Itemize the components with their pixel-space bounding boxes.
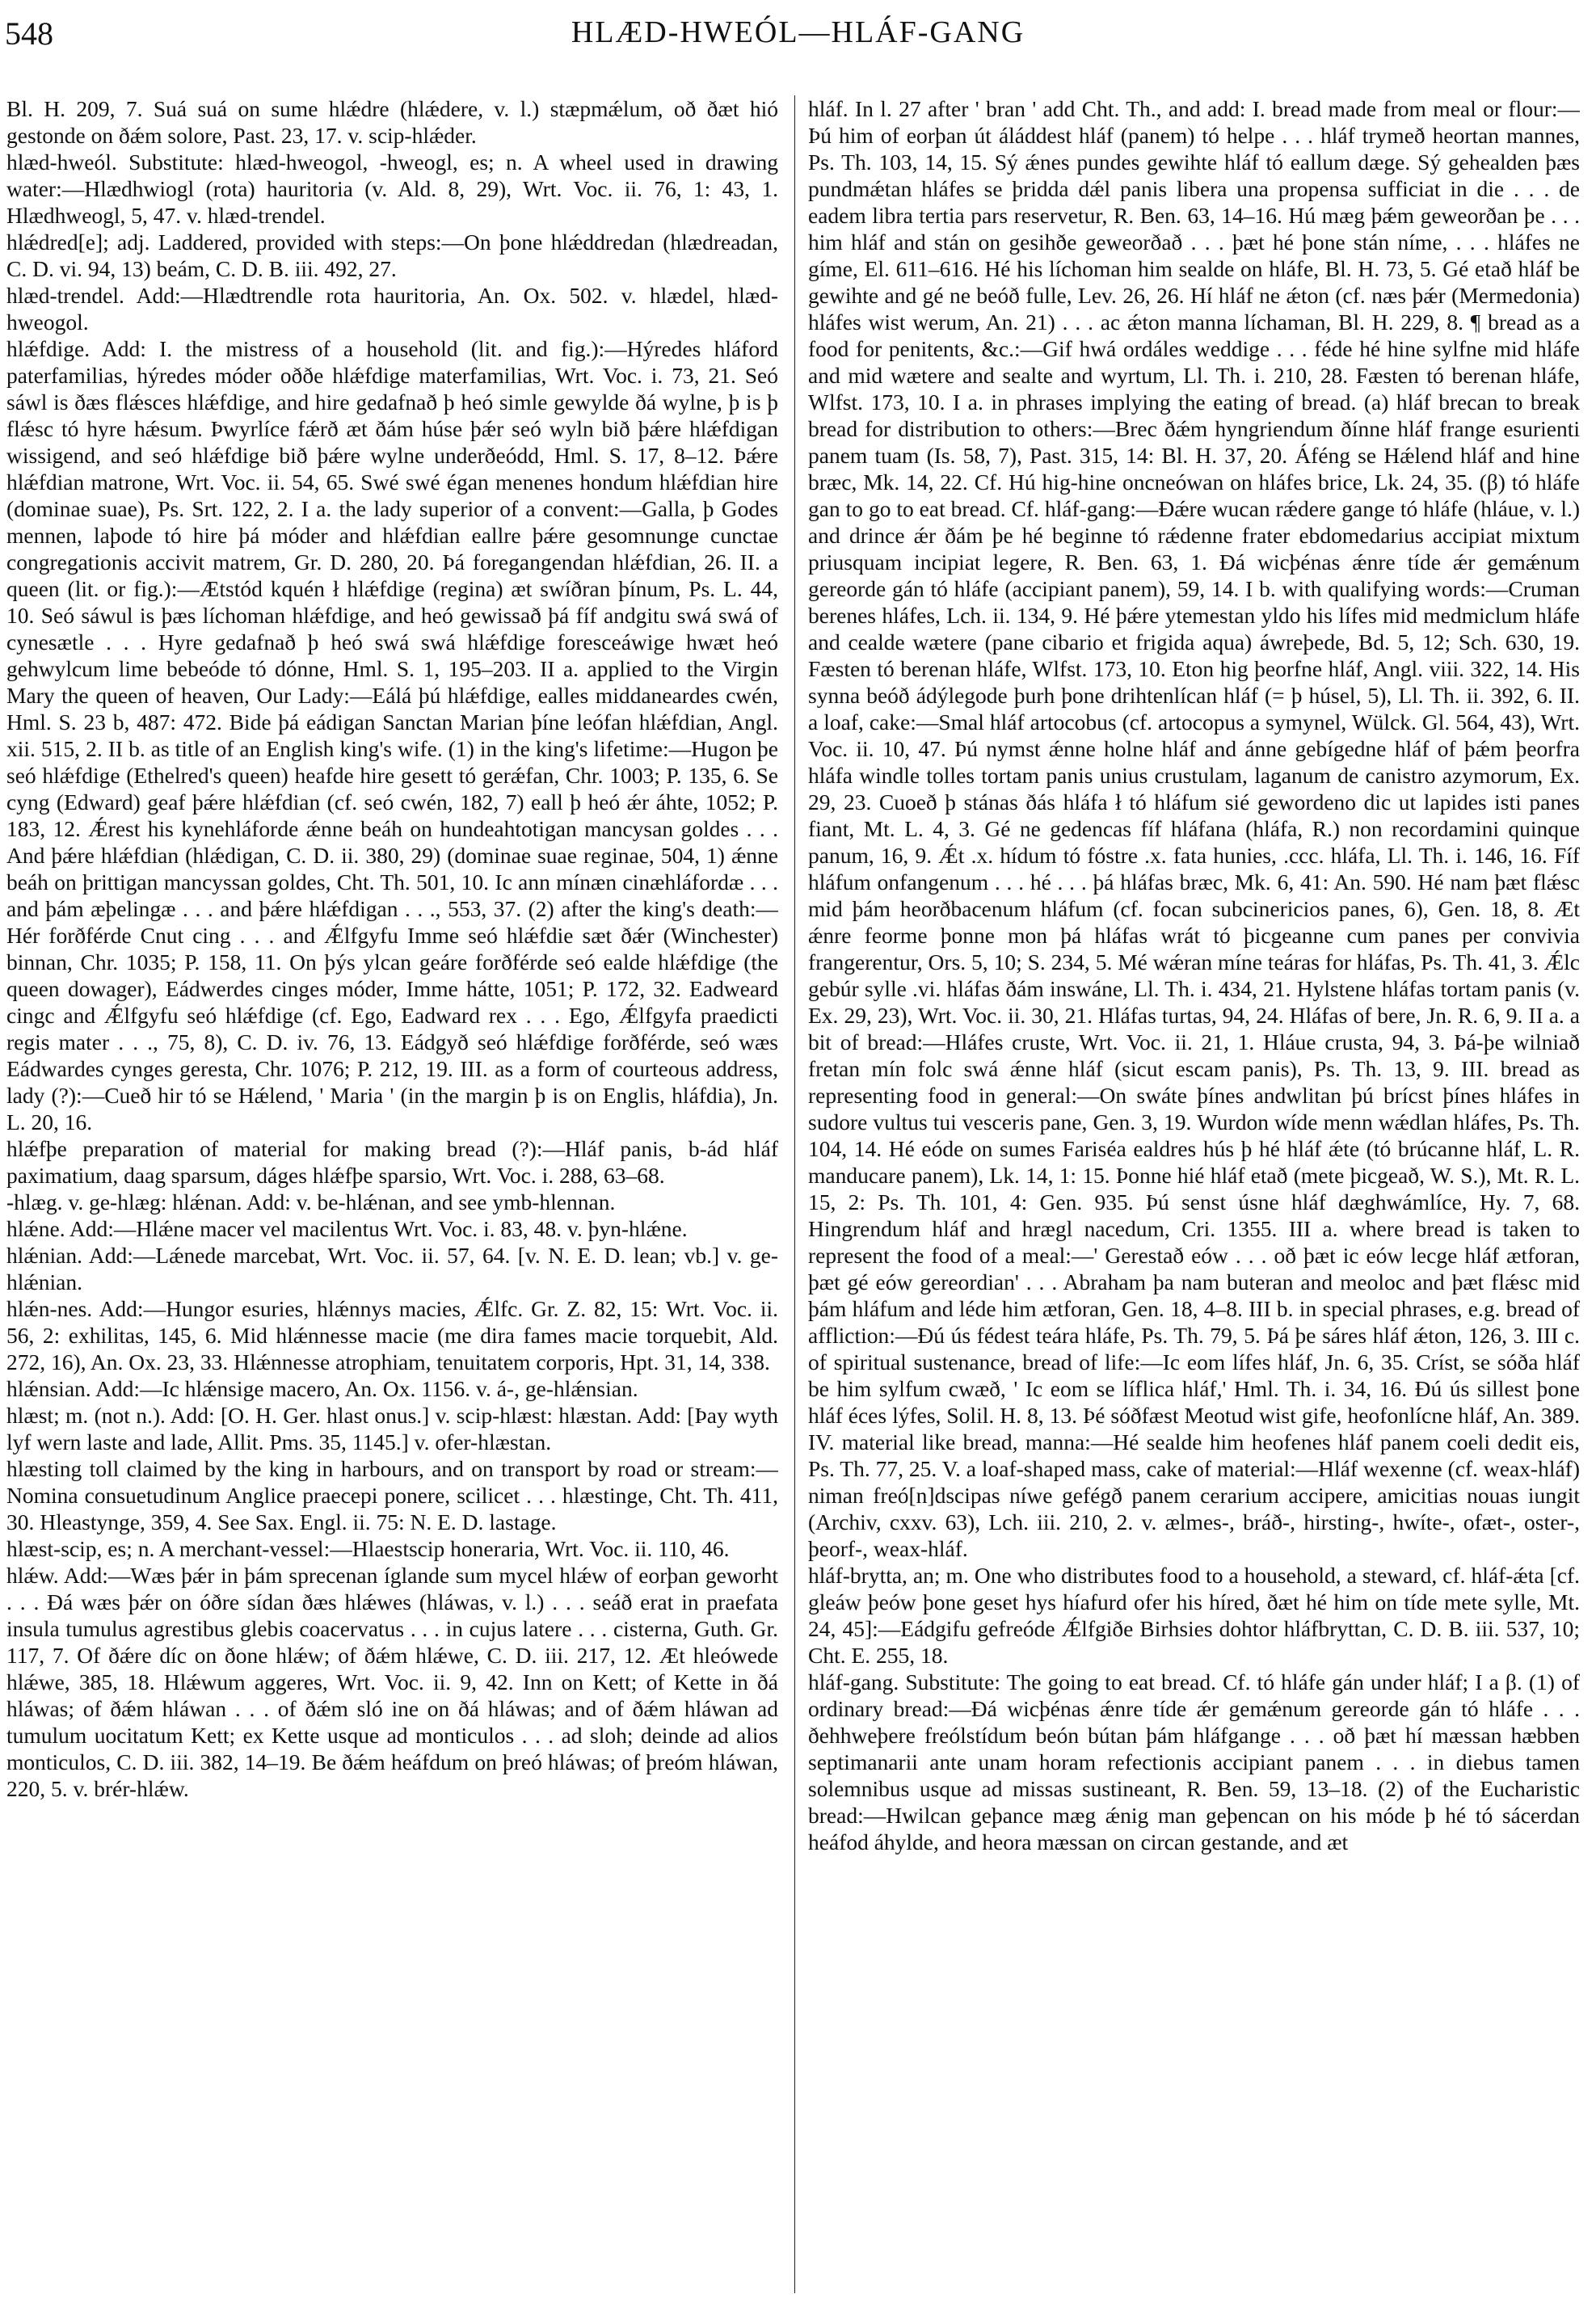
entry-hlaen-nes: hlǽn-nes. Add:—Hungor esuries, hlǽnnys macies, Ǽlfc. Gr. Z. 82, 15: Wrt. Voc. ii. 56, 2: exhilitas, 145, 6. Mid hlǽnnesse macie (me dira fames macie torquebit, Ald. 272, 16), An. Ox. 23, 33. Hlǽnnesse atrophiam, tenuitatem corporis, Hpt. 31, 14, 338.: [6, 1296, 778, 1374]
right-column: [808, 95, 1580, 2293]
entry-hlaedre-continued: Bl. H. 209, 7. Suá suá on sume hlǽdre (hlǽdere, v. l.) stæpmǽlum, oð ðæt hió gestonde on ðǽm solore, Past. 23, 17. v. scip-hlǽder.: [6, 96, 778, 148]
page-header: [0, 0, 1596, 89]
entry-hlaesting: hlæsting toll claimed by the king in harbours, and on transport by road or stream:—Nomina consuetudinum Anglice praecepi ponere, scilicet . . . hlæstinge, Cht. Th. 411, 30. Hleastynge, 359, 4. See Sax. Engl. ii. 75: N. E. D. lastage.: [6, 1456, 778, 1534]
page-number: 548: [5, 15, 53, 52]
left-column: [6, 95, 778, 2293]
entry-hlaefthe: hlǽfþe preparation of material for making bread (?):—Hláf panis, b-ád hláf paximatium, daag sparsum, dáges hlǽfþe sparsio, Wrt. Voc. i. 288, 63–68.: [6, 1136, 778, 1188]
entry-hlaenian: hlǽnian. Add:—Lǽnede marcebat, Wrt. Voc. ii. 57, 64. [v. N. E. D. lean; vb.] v. ge-hlǽnian.: [6, 1243, 778, 1294]
entry-hlaf: hláf. In l. 27 after ' bran ' add Cht. Th., and add: I. bread made from meal or flour:—Þú him of eorþan út áláddest hláf (panem) tó helpe . . . hláf trymeð heortan mannes, Ps. Th. 103, 14, 15. Sý ǽnes pundes gewihte hláf tó eallum dæge. Sý gehealden þæs pundmǽtan hláfes se þridda dǽl panis libera una propensa sufficiat in die . . . de eadem libra tertia pars reservetur, R. Ben. 63, 14–16. Hú mæg þǽm geweorðan þe . . . him hláf and stán on gesihðe geweorðað . . . þæt hé þone stán níme, . . . hláfes ne gíme, El. 611–616. Hé his líchoman him sealde on hláfe, Bl. H. 73, 5. Gé etað hláf be gewihte and gé ne beóð fulle, Lev. 26, 26. Hí hláf ne ǽton (cf. næs þǽr (Mermedonia) hláfes wist werum, An. 21) . . . ac ǽton manna líchaman, Bl. H. 229, 8. ¶ bread as a food for penitents, &c.:—Gif hwá ordáles weddige . . . féde hé hine sylfne mid hláfe and mid wætere and sealte and wyrtum, Ll. Th. i. 210, 28. Fæsten tó berenan hláfe, Wlfst. 173, 10. I a. in phrases implying the eating of bread. (a) hláf brecan to break bread for distribution to others:—Brec ðǽm hyngriendum ðínne hláf frange esurienti panem tuam (Is. 58, 7), Past. 315, 14: Bl. H. 37, 20. Áféng se Hǽlend hláf and hine bræc, Mk. 14, 22. Cf. Hú hig-hine oncneówan on hláfes brice, Lk. 24, 35. (β) tó hláfe gan to go to eat bread. Cf. hláf-gang:—Ðǽre wucan rǽdere gange tó hláfe (hláue, v. l.) and drince ǽr ðám þe hé beginne tó rǽdenne frater ebdomedarius accipiat mixtum priusquam incipiat legere, R. Ben. 63, 1. Ðá wicþénas ǽnre tíde ǽr gemǽnum gereorde gán tó hláfe (accipiant panem), 59, 14. I b. with qualifying words:—Cruman berenes hláfes, Lch. ii. 134, 9. Hé þǽre ytemestan yldo his lífes mid medmiclum hláfe and cealde wætere (pane cibario et frigida aqua) áwreþede, Bd. 5, 12; Sch. 630, 19. Fæsten tó berenan hláfe, Wlfst. 173, 10. Eton hig þeorfne hláf, Angl. viii. 322, 14. His synna beóð ádýlegode þurh þone drihtenlícan hláf (= þ húsel, 5), Ll. Th. ii. 392, 6. II. a loaf, cake:—Smal hláf artocobus (cf. artocopus a symynel, Wülck. Gl. 564, 43), Wrt. Voc. ii. 10, 47. Þú nymst ǽnne holne hláf and ánne gebígedne hláf of þǽm þeorfra hláfa windle tolles tortam panis unius crustulam, laganum de canistro azymorum, Ex. 29, 23. Cuoeð þ stánas ðás hláfa ł tó hláfum sié gewordeno dic ut lapides isti panes fiant, Mt. L. 4, 3. Gé ne gedencas fíf hláfana (hláfa, R.) non recordamini quinque panum, 16, 9. Ǽt .x. hídum tó fóstre .x. fata hunies, .ccc. hláfa, Ll. Th. i. 146, 16. Fíf hláfum onfangenum . . . hé . . . þá hláfas bræc, Mk. 6, 41: An. 590. Hé nam þæt flǽsc mid þám heorðbacenum hláfum (cf. focan subcinericios panes, 6), Gen. 18, 8. Æt ǽnre feorme þonne mon þá hláfas wrát tó þicgeanne cum panes per convivia frangerentur, Ors. 5, 10; S. 234, 5. Mé wǽran míne teáras for hláfas, Ps. Th. 41, 3. Ǽlc gebúr sylle .vi. hláfas ðám inswáne, Ll. Th. i. 434, 21. Hylstene hláfas tortam panis (v. Ex. 29, 23), Wrt. Voc. ii. 30, 21. Hláfas turtas, 94, 24. Hláfas of bere, Jn. R. 6, 9. II a. a bit of bread:—Hláfes cruste, Wrt. Voc. ii. 21, 1. Hláue crusta, 94, 3. Þá-þe wilniað fretan mín folc swá ǽnne hláf (sicut escam panis), Ps. Th. 13, 9. III. bread as representing food in general:—On swáte þínes andwlitan þú brícst þínes hláfes in sudore vultus tui vesceris pane, Gen. 3, 19. Wurdon wíde menn wǽdlan hláfes, Ps. Th. 104, 14. Hé eóde on sumes Fariséa ealdres hús þ hé hláf ǽte (tó brúcanne hláf, L. R. manducare panem), Lk. 14, 1: 15. Þonne hié hláf etað (mete þicgeað, W. S.), Mt. R. L. 15, 2: Ps. Th. 101, 4: Gen. 935. Þú senst úsne hláf dæghwámlíce, Hy. 7, 68. Hingrendum hláf and hrægl nacedum, Cri. 1355. III a. where bread is taken to represent the food of a meal:—' Gerestað eów . . . oð þæt ic eów lecge hláf ætforan, þæt gé eów gereordian' . . . Abraham þa nam buteran and meoloc and þæt flǽsc mid þám hláfum and léde him ætforan, Gen. 18, 4–8. III b. in special phrases, e.g. bread of affliction:—Ðú ús fédest teára hláfe, Ps. Th. 79, 5. Þá þe sáres hláf ǽton, 126, 3. III c. of spiritual sustenance, bread of life:—Ic eom lífes hláf, Jn. 6, 35. Críst, se sóða hláf be him sylfum cwæð, ' Ic eom se líflica hláf,' Hml. Th. i. 34, 16. Ðú ús sillest þone hláf éces lýfes, Solil. H. 8, 13. Þé sóðfæst Meotud wist gife, heofonlícne hláf, An. 389. IV. material like bread, manna:—Hé sealde him heofenes hláf panem coeli dedit eis, Ps. Th. 77, 25. V. a loaf-shaped mass, cake of material:—Hláf wexenne (cf. weax-hláf) niman freó[n]dscipas níwe gefégð panem cerarium accipere, amicitias nouas iungit (Archiv, cxxv. 63), Lch. iii. 210, 2. v. ælmes-, bráð-, hirsting-, hwíte-, ofæt-, oster-, þeorf-, weax-hláf.: [808, 96, 1580, 1561]
entry-hlaf-brytta: hláf-brytta, an; m. One who distributes food to a household, a steward, cf. hláf-ǽta [cf. gleáw þeów þone geset hys híafurd ofer his híred, ðæt hé him on tíde mete sylle, Mt. 24, 45]:—Eádgifu gefreóde Ǽlfgiðe Birhsies dohtor hláfbryttan, C. D. B. iii. 537, 10; Cht. E. 255, 18.: [808, 1563, 1580, 1668]
entry-hlaf-gang: hláf-gang. Substitute: The going to eat bread. Cf. tó hláfe gán under hláf; I a β. (1) of ordinary bread:—Ðá wicþénas ǽnre tíde ǽr gemǽnum gereorde gán tó hláfe . . . ðehhweþere freólstídum beón bútan þám hláfgange . . . oð þæt hí mæssan hæbben septimanarii ante unam horam refectionis accipiant panem . . . in diebus tamen solemnibus usque ad missas sustineant, R. Ben. 59, 13–18. (2) of the Eucharistic bread:—Hwilcan geþance mæg ǽnig man geþencan on his móde þ hé tó sácerdan heáfod áhylde, and heora mæssan on circan gestande, and æt: [808, 1669, 1580, 1854]
entry-hlaew: hlǽw. Add:—Wæs þǽr in þám sprecenan íglande sum mycel hlǽw of eorþan geworht . . . Ðá wæs þǽr on óðre sídan ðæs hlǽwes (hláwas, v. l.) . . . seáð erat in praefata insula tumulus agrestibus glebis coacervatus . . . in cujus latere . . . cisterna, Guth. Gr. 117, 7. Of ðǽre díc on ðone hlǽw; of ðǽm hlǽwe, C. D. iii. 217, 12. Æt hleówede hlǽwe, 385, 18. Hlǽwum aggeres, Wrt. Voc. ii. 9, 42. Inn on Kett; of Kette in ðá hláwas; of ðǽm hláwan . . . of ðǽm sló ine on ðá hláwas; and of ðǽm hláwan ad tumulum uocitatum Kett; ex Kette usque ad monticulos . . . ad sloh; deinde ad alios monticulos, C. D. iii. 382, 14–19. Be ðǽm heáfdum on þreó hláwas; of þreóm hláwan, 220, 5. v. brér-hlǽw.: [6, 1563, 778, 1801]
entry-hlaensian: hlǽnsian. Add:—Ic hlǽnsige macero, An. Ox. 1156. v. á-, ge-hlǽnsian.: [6, 1376, 638, 1401]
entry-hlaedrede: hlǽdred[e]; adj. Laddered, provided with steps:—On þone hlǽddredan (hlædreadan, C. D. vi. 94, 13) beám, C. D. B. iii. 492, 27.: [6, 229, 778, 281]
entry-hlaed-trendel: hlæd-trendel. Add:—Hlædtrendle rota hauritoria, An. Ox. 502. v. hlædel, hlæd-hweogol.: [6, 283, 778, 335]
entry-hlaed-hweol: hlæd-hweól. Substitute: hlæd-hweogol, -hweogl, es; n. A wheel used in drawing water:—Hlædhwiogl (rota) hauritoria (v. Ald. 8, 29), Wrt. Voc. ii. 76, 1: 43, 1. Hlædhweogl, 5, 47. v. hlæd-trendel.: [6, 149, 778, 228]
column-divider: [794, 95, 795, 2293]
entry-hlaest: hlæst; m. (not n.). Add: [O. H. Ger. hlast onus.] v. scip-hlæst: hlæstan. Add: [Þay wyth lyf wern laste and lade, Allit. Pms. 35, 1145.] v. ofer-hlæstan.: [6, 1403, 778, 1454]
entry-hlaest-scip: hlæst-scip, es; n. A merchant-vessel:—Hlaestscip honeraria, Wrt. Voc. ii. 110, 46.: [6, 1536, 730, 1561]
entry-hlaene: hlǽne. Add:—Hlǽne macer vel macilentus Wrt. Voc. i. 83, 48. v. þyn-hlǽne.: [6, 1216, 688, 1241]
entry-hlaeg: -hlæg. v. ge-hlæg: hlǽnan. Add: v. be-hlǽnan, and see ymb-hlennan.: [6, 1189, 616, 1214]
entry-hlaefdige: hlǽfdige. Add: I. the mistress of a household (lit. and fig.):—Hýredes hláford paterfamilias, hýredes móder oððe hlǽfdige materfamilias, Wrt. Voc. i. 73, 21. Seó sáwl is ðæs flǽsces hlǽfdige, and hire gedafnað þ heó simle gewylde ðá wylne, þ is þ flǽsc tó hyre hǽsum. Þwyrlíce fǽrð æt ðám húse þǽr seó wyln bið þǽre hlǽfdigan wissigend, and seó hlǽfdige bið þǽre wylne underðeódd, Hml. S. 17, 8–12. Þǽre hlǽfdian matrone, Wrt. Voc. ii. 54, 65. Swé swé égan menenes hondum hlǽfdian hire (dominae suae), Ps. Srt. 122, 2. I a. the lady superior of a convent:—Galla, þ Godes mennen, laþode tó hire þá móder and hlǽfdian eallre þǽre gesomnunge cunctae congregationis accivit matrem, Gr. D. 280, 20. Þá foregangendan hlǽfdian, 26. II. a queen (lit. or fig.):—Ætstód kquén ł hlǽfdige (regina) æt swíðran þínum, Ps. L. 44, 10. Seó sáwul is þæs líchoman hlǽfdige, and heó gewissað þá fíf andgitu swá swá of cynesætle . . . Hyre gedafnað þ heó swá swá hlǽfdige foresceáwige hwæt heó gehwylcum lime bebeóde tó dónne, Hml. S. 1, 195–203. II a. applied to the Virgin Mary the queen of heaven, Our Lady:—Eálá þú hlǽfdige, ealles middaneardes cwén, Hml. S. 23 b, 487: 472. Bide þá eádigan Sanctan Marian þíne leófan hlǽfdian, Angl. xii. 515, 2. II b. as title of an English king's wife. (1) in the king's lifetime:—Hugon þe seó hlǽfdige (Ethelred's queen) heafde hire gesett tó gerǽfan, Chr. 1003; P. 135, 6. Se cyng (Edward) geaf þǽre hlǽfdian (cf. seó cwén, 182, 7) eall þ heó ǽr áhte, 1052; P. 183, 12. Ǽrest his kynehláforde ǽnne beáh on hundeahtotigan mancysan goldes . . . And þǽre hlǽfdian (hlǽdigan, C. D. ii. 380, 29) (dominae suae reginae, 504, 1) ǽnne beáh on þrittigan mancyssan goldes, Cht. Th. 501, 10. Ic ann mínæn cinæhláfordæ . . . and þám æþelingæ . . . and þǽre hlǽfdigan . . ., 553, 37. (2) after the king's death:—Hér forðférde Cnut cing . . . and Ǽlfgyfu Imme seó hlǽfdie sæt ðǽr (Winchester) binnan, Chr. 1035; P. 158, 11. On þýs ylcan geáre forðférde seó ealde hlǽfdige (the queen dowager), Eádwerdes cinges móder, Imme hátte, 1051; P. 172, 32. Eadweard cingc and Ǽlfgyfu seó hlǽfdige (cf. Ego, Eadward rex . . . Ego, Ǽlfgyfa praedicti regis mater . . ., 75, 8), C. D. iv. 76, 13. Eádgyð seó hlǽfdige forðférde, seó wæs Eádwardes cynges geresta, Chr. 1076; P. 212, 19. III. as a form of courteous address, lady (?):—Cueð hir tó se Hǽlend, ' Maria ' (in the margin þ is on Englis, hláfdia), Jn. L. 20, 16.: [6, 336, 778, 1134]
running-head: HLÆD-HWEÓL—HLÁF-GANG: [571, 15, 1025, 49]
